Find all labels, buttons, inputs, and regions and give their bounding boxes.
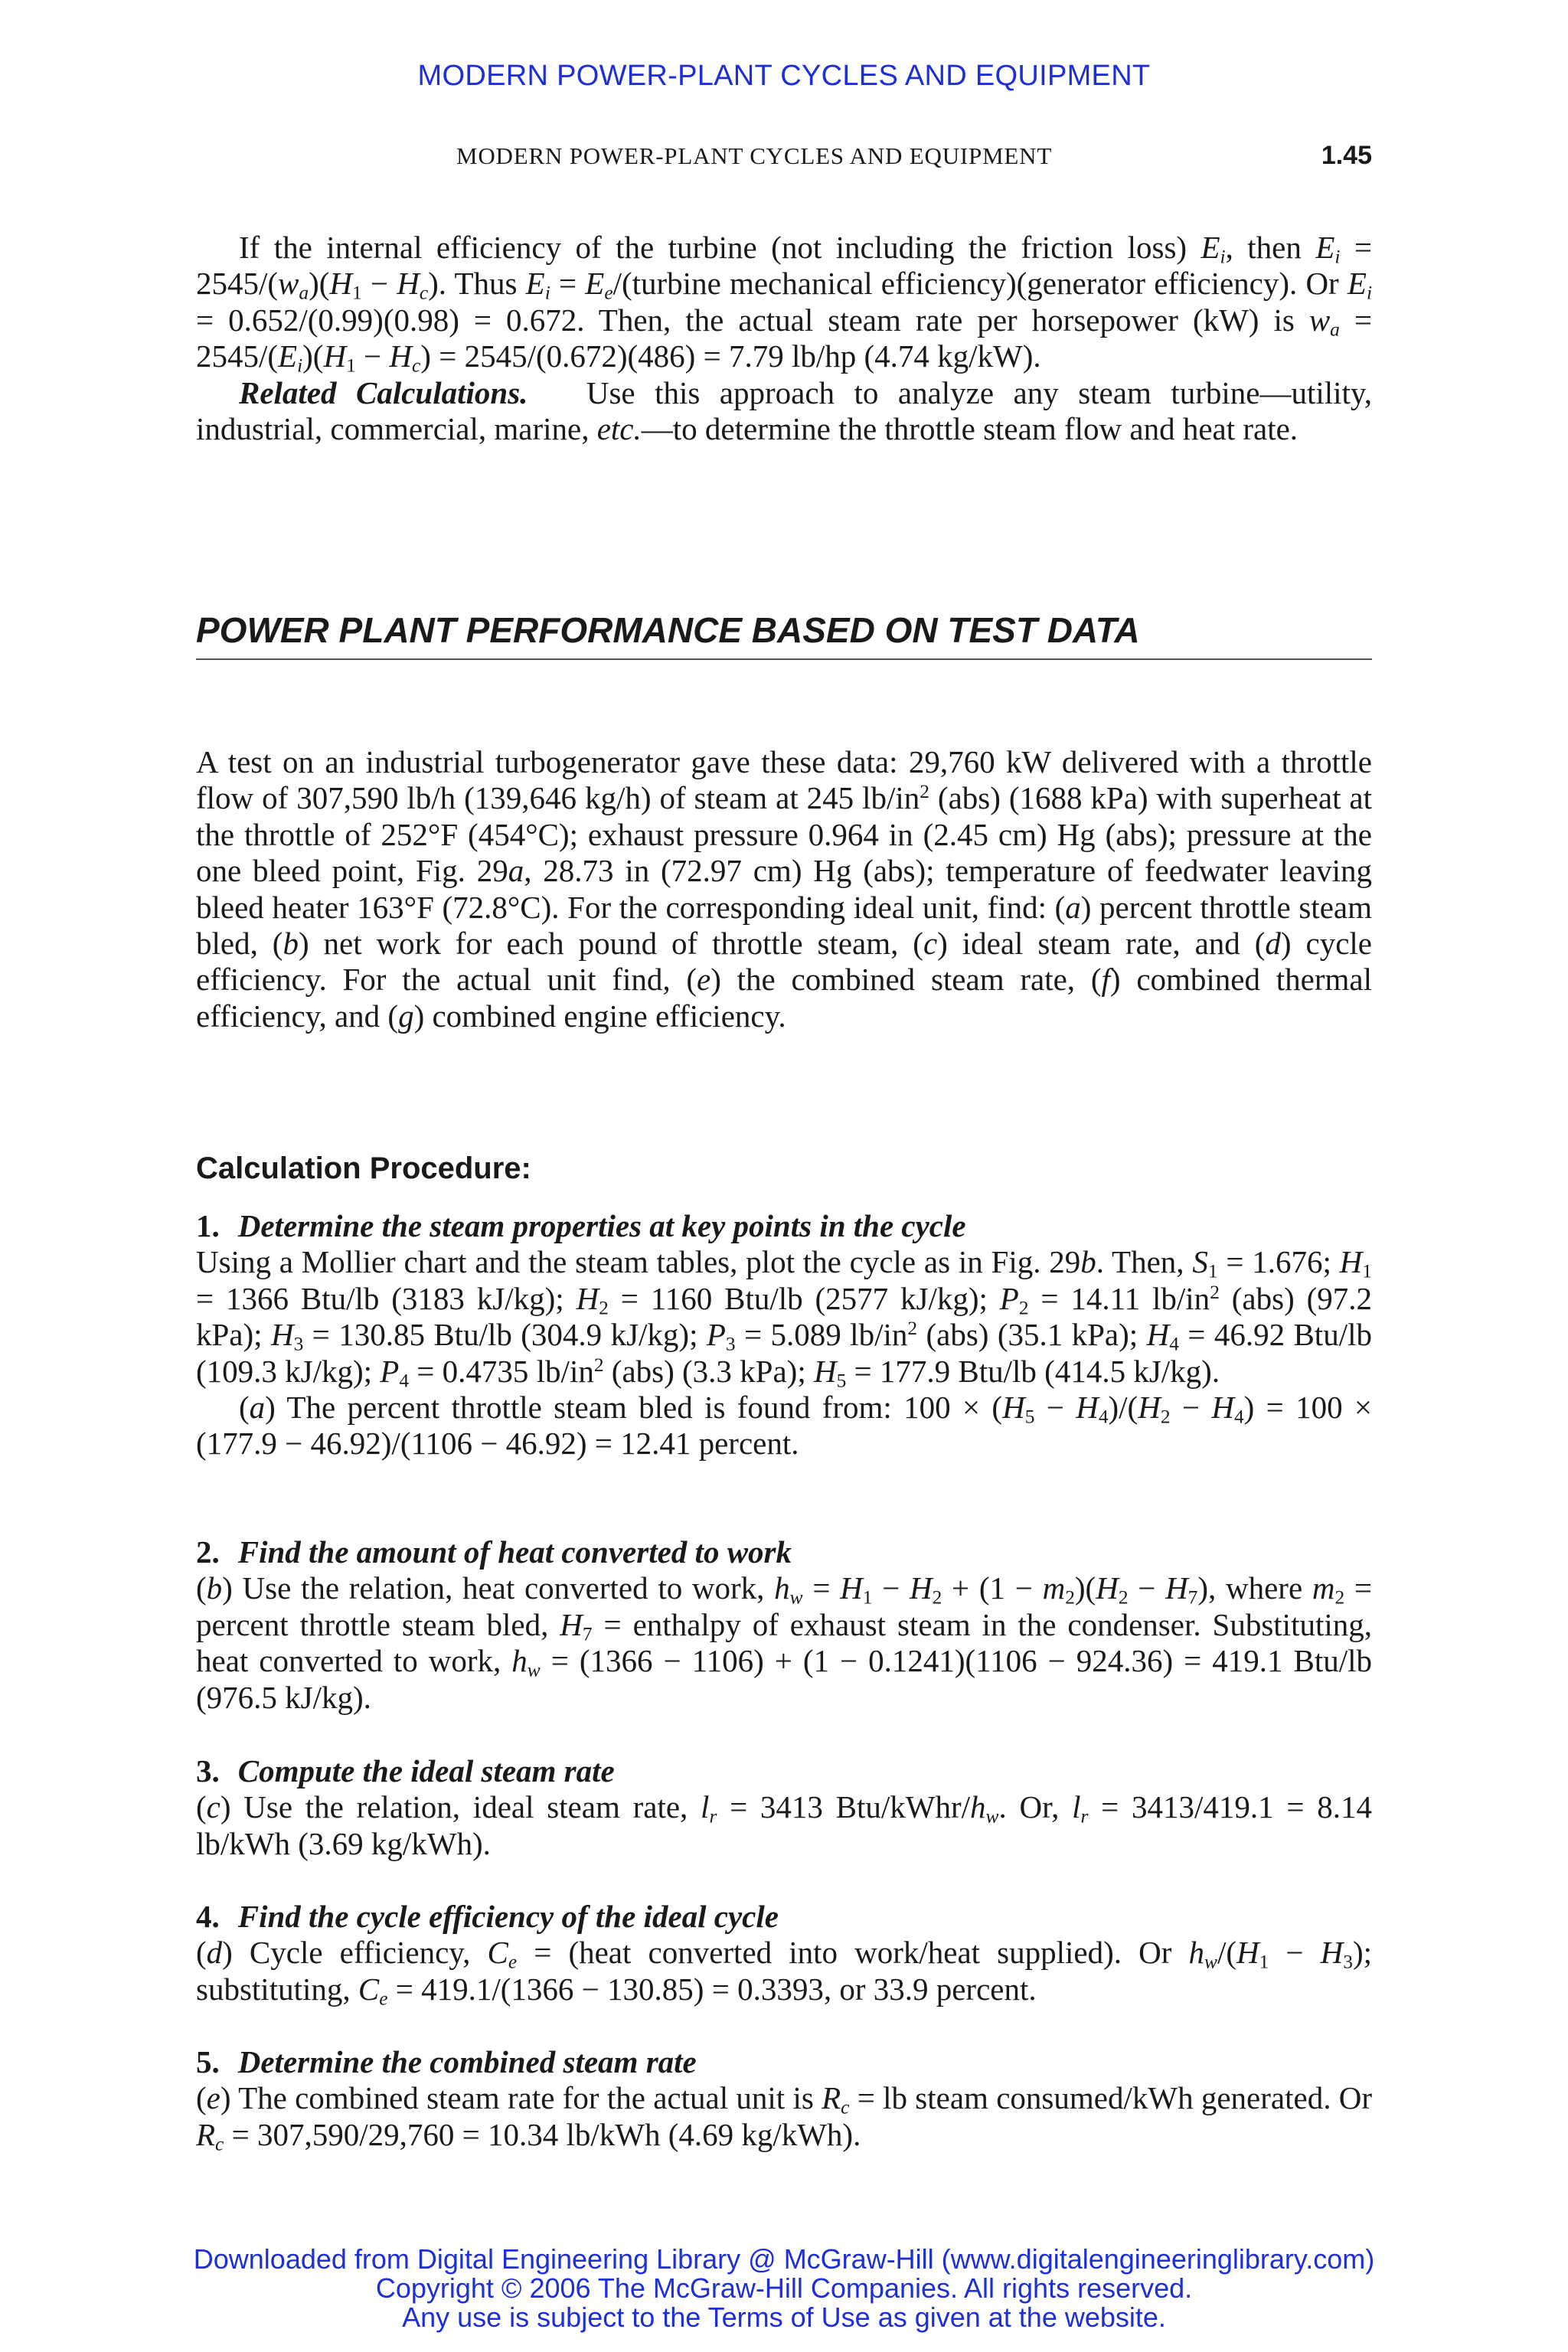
efficiency-paragraph: If the internal efficiency of the turbine (not including the friction loss) $E_i$, then $E_i = 2545/(w_a)(H_1 - H_c)$. Thus $E_i$ = $E_e/(turbine$ mechanical efficiency)(generator efficiency). Or $E_i = 0.652/(0.99)(0.98) = 0.672$. Then, the actual steam rate per horsepower (kW) is $w_a = 2545/(E_i)(H_1 - H_c) = 2545/(0.672)(486) = 7.79$ lb/hp (4.74 kg/kW). <box>196 230 1373 377</box>
footer-notice <box>0 2245 1568 2332</box>
step-1-heading: 1. Determine the steam properties at key points in the cycle <box>196 1208 966 1243</box>
running-head: MODERN POWER-PLANT CYCLES AND EQUIPMENT <box>456 142 1053 169</box>
step-5: 5. Determine the combined steam rate (e) The combined steam rate for the actual unit is $R_c$ = lb steam consumed/kWh generated. Or $R_c = 307,590/29,760 = 10.34$ lb/kWh (4.69 kg/kWh). <box>196 2044 1372 2155</box>
step-4: 4. Find the cycle efficiency of the ideal cycle (d) Cycle efficiency, $C_e$ = (heat converted into work/heat supplied). Or $h_w/(H_1 - H_3)$; substituting, $C_e = 419.1/(1366 - 130.85) = 0.3393$, or 33.9 percent. <box>196 1899 1373 2010</box>
step-1: 1. Determine the steam properties at key points in the cycle Using a Mollier chart and the steam tables, plot the cycle as in Fig. 29b. Then, $S_1 = 1.676$; $H_1 = 1366$ Btu/lb (3183 kJ/kg); $H_2 = 1160$ Btu/lb (2577 kJ/kg); $P_2 = 14.11$ $lb/in^2$ (abs) (97.2 kPa); $H_3 = 130.85$ Btu/lb (304.9 kJ/kg); $P_3 = 5.089$ $lb/in^2$ (abs) (35.1 kPa); $H_4 = 46.92$ Btu/lb (109.3 kJ/kg); $P_4 = 0.4735$ $lb/in^2$ (abs) (3.3 kPa); $H_5 = 177.9$ Btu/lb (414.5 kJ/kg). (a) The percent throttle steam bled is found from: $100 \times (H_5 - H_4)/(H_2 - H_4) = 100 \times (177.9 - 46.92)/(1106 - 46.92) = 12.41$ percent. <box>196 1208 1373 1462</box>
page-number: 1.45 <box>1321 141 1372 170</box>
footer-download-link[interactable]: Downloaded from Digital Engineering Library @ McGraw-Hill (www.digitalengineeringlibrary.com) <box>193 2243 1375 2275</box>
step-3-heading: 3. Compute the ideal steam rate <box>196 1753 615 1788</box>
intro-paragraphs <box>196 230 1372 447</box>
calculation-procedure-heading: Calculation Procedure: <box>196 1152 531 1185</box>
footer-copyright: Copyright © 2006 The McGraw-Hill Companies. All rights reserved. <box>375 2272 1193 2304</box>
footer-terms-link[interactable]: Any use is subject to the Terms of Use as given at the website. <box>402 2301 1166 2333</box>
step-5-heading: 5. Determine the combined steam rate <box>196 2044 697 2079</box>
step-3: 3. Compute the ideal steam rate (c) Use the relation, ideal steam rate, $l_r = 3413$ Btu/$kWhr/h_w$. Or, $l_r = 3413/419.1 = 8.14$ lb/kWh (3.69 kg/kWh). <box>196 1753 1373 1861</box>
step-4-heading: 4. Find the cycle efficiency of the ideal cycle <box>196 1899 779 1934</box>
step-2: 2. Find the amount of heat converted to work (b) Use the relation, heat converted to work, $h_w = H_1 - H_2 + (1 - m_2)(H_2 - H_7)$, where $m_2$ = percent throttle steam bled, $H_7$ = enthalpy of exhaust steam in the condenser. Substituting, heat converted to work, $h_w = (1366 - 1106) + (1 - 0.1241)(1106 - 924.36) = 419.1$ Btu/lb (976.5 kJ/kg). <box>196 1534 1373 1715</box>
related-calculations-paragraph: Related Calculations. Use this approach to analyze any steam turbine—utility, industrial, commercial, marine, etc.—to determine the throttle steam flow and heat rate. <box>196 374 1372 447</box>
step-2-heading: 2. Find the amount of heat converted to work <box>196 1534 792 1570</box>
top-chapter-link[interactable]: MODERN POWER-PLANT CYCLES AND EQUIPMENT <box>417 60 1151 92</box>
section-title: POWER PLANT PERFORMANCE BASED ON TEST DATA <box>196 609 1372 660</box>
problem-statement: A test on an industrial turbogenerator gave these data: 29,760 kW delivered with a throttle flow of 307,590 lb/h (139,646 kg/h) of steam at 245 $lb/in^2$ (abs) (1688 kPa) with superheat at the throttle of 252°F (454°C); exhaust pressure 0.964 in (2.45 cm) Hg (abs); pressure at the one bleed point, Fig. 29a, 28.73 in (72.97 cm) Hg (abs); temperature of feedwater leaving bleed heater 163°F (72.8°C). For the corresponding ideal unit, find: (a) percent throttle steam bled, (b) net work for each pound of throttle steam, (c) ideal steam rate, and (d) cycle efficiency. For the actual unit find, (e) the combined steam rate, (f) combined thermal efficiency, and (g) combined engine efficiency. <box>196 744 1372 1034</box>
